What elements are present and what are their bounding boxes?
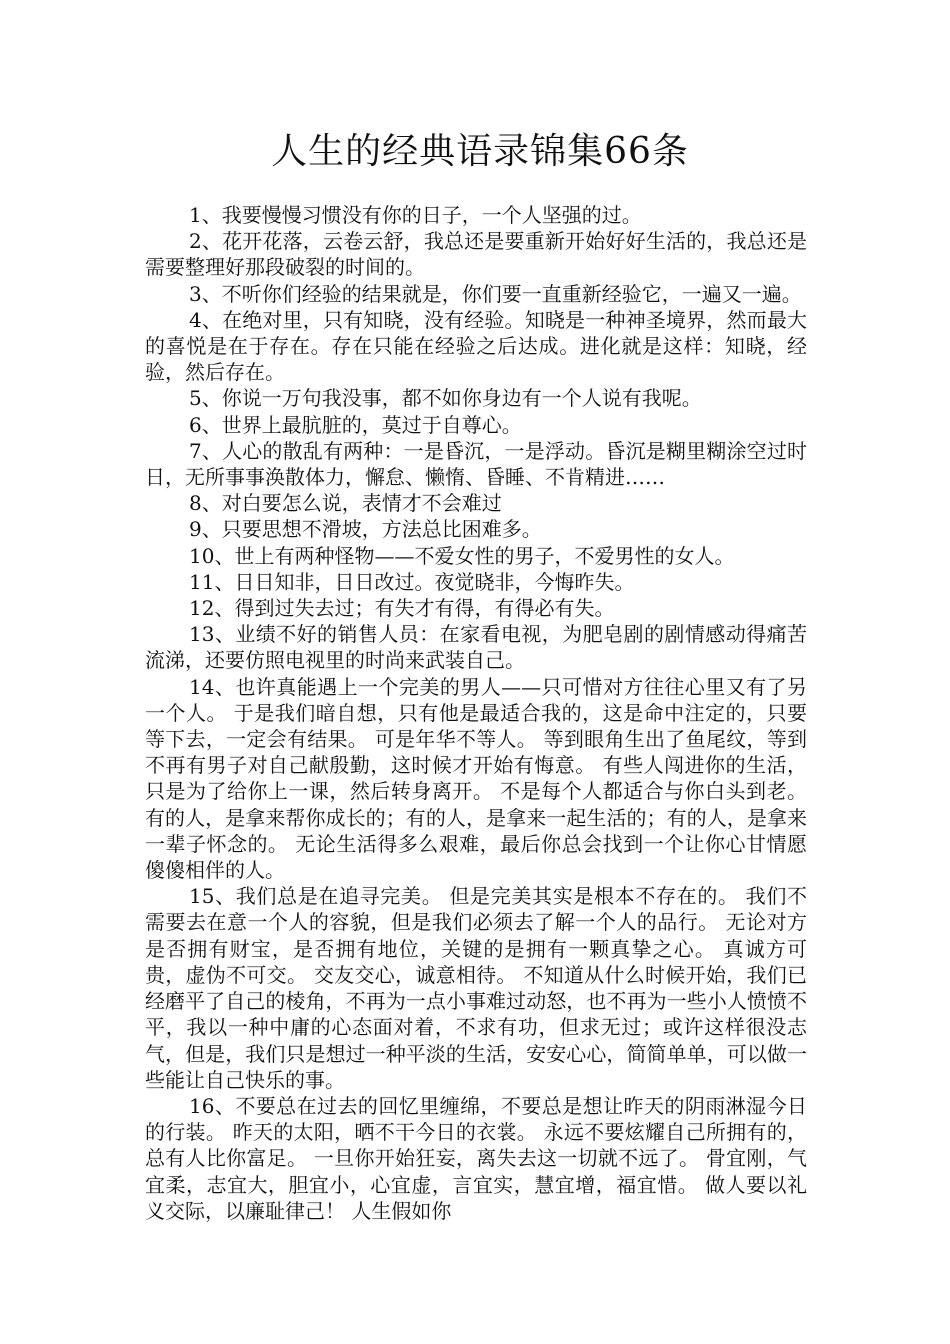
- document-body: [145, 202, 807, 1224]
- quote-paragraph: 6、世界上最肮脏的，莫过于自尊心。: [189, 412, 522, 437]
- quote-paragraph: 12、得到过失去过；有失才有得，有得必有失。: [189, 596, 615, 621]
- quote-paragraph: 14、也许真能遇上一个完美的男人——只可惜对方往往心里又有了另一个人。 于是我们暗自想，只有他是最适合我的，这是命中注定的，只要等下去，一定会有结果。 可是年华不等人。 等到眼角生出了鱼尾纹，等到不再有男子对自己献殷勤，这时候才开始有悔意。 有些人闯进你的生活，只是为了给你上一课，然后转身离开。 不是每个人都适合与你白头到老。 有的人，是拿来帮你成长的；有的人，是拿来一起生活的；有的人，是拿来一辈子怀念的。 无论生活得多么艰难，最后你总会找到一个让你心甘情愿傻傻相伴的人。: [145, 674, 807, 883]
- quote-paragraph: 1、我要慢慢习惯没有你的日子，一个人坚强的过。: [189, 203, 642, 227]
- quote-paragraph: 8、对白要怎么说，表情才不会难过: [189, 491, 502, 516]
- quote-paragraph: 16、不要总在过去的回忆里缠绵，不要总是想让昨天的阴雨淋湿今日的行装。 昨天的太阳，晒不干今日的衣裳。 永远不要炫耀自己所拥有的，总有人比你富足。 一旦你开始狂妄，离失去这一切就不远了。 骨宜刚，气宜柔，志宜大，胆宜小，心宜虚，言宜实，慧宜增，福宜惜。 做人要以礼义交际，以廉耻律己！ 人生假如你: [145, 1093, 807, 1223]
- quote-paragraph: 11、日日知非，日日改过。夜觉晓非，今悔昨失。: [189, 569, 635, 594]
- quote-paragraph: 4、在绝对里，只有知晓，没有经验。知晓是一种神圣境界，然而最大的喜悦是在于存在。存在只能在经验之后达成。进化就是这样：知晓，经验，然后存在。: [145, 307, 807, 385]
- quote-paragraph: 15、我们总是在追寻完美。 但是完美其实是根本不存在的。 我们不需要去在意一个人的容貌，但是我们必须去了解一个人的品行。 无论对方是否拥有财宝，是否拥有地位，关键的是拥有一颗真挚之心。 真诚方可贵，虚伪不可交。 交友交心，诚意相待。 不知道从什么时候开始，我们已经磨平了自己的棱角，不再为一点小事难过动怒，也不再为一些小人愤愤不平，我以一种中庸的心态面对着，不求有功，但求无过；或许这样很没志气，但是，我们只是想过一种平淡的生活，安安心心，简简单单，可以做一些能让自己快乐的事。: [145, 884, 807, 1092]
- quote-paragraph: 3、不听你们经验的结果就是，你们要一直重新经验它，一遍又一遍。: [189, 281, 802, 306]
- document-title: 人生的经典语录锦集66条: [271, 131, 689, 172]
- quote-paragraph: 5、你说一万句我没事，都不如你身边有一个人说有我呢。: [189, 386, 702, 411]
- quote-paragraph: 10、世上有两种怪物——不爱女性的男子，不爱男性的女人。: [189, 543, 735, 568]
- quote-paragraph: 9、只要思想不滑坡，方法总比困难多。: [189, 517, 542, 542]
- quote-paragraph: 7、人心的散乱有两种：一是昏沉，一是浮动。昏沉是糊里糊涂空过时日，无所事事涣散体力，懈怠、懒惰、昏睡、不肯精进……: [145, 438, 807, 490]
- quote-paragraph: 2、花开花落，云卷云舒，我总还是要重新开始好好生活的，我总还是需要整理好那段破裂的时间的。: [145, 229, 807, 280]
- quote-paragraph: 13、业绩不好的销售人员：在家看电视，为肥皂剧的剧情感动得痛苦流涕，还要仿照电视里的时尚来武装自己。: [145, 622, 807, 673]
